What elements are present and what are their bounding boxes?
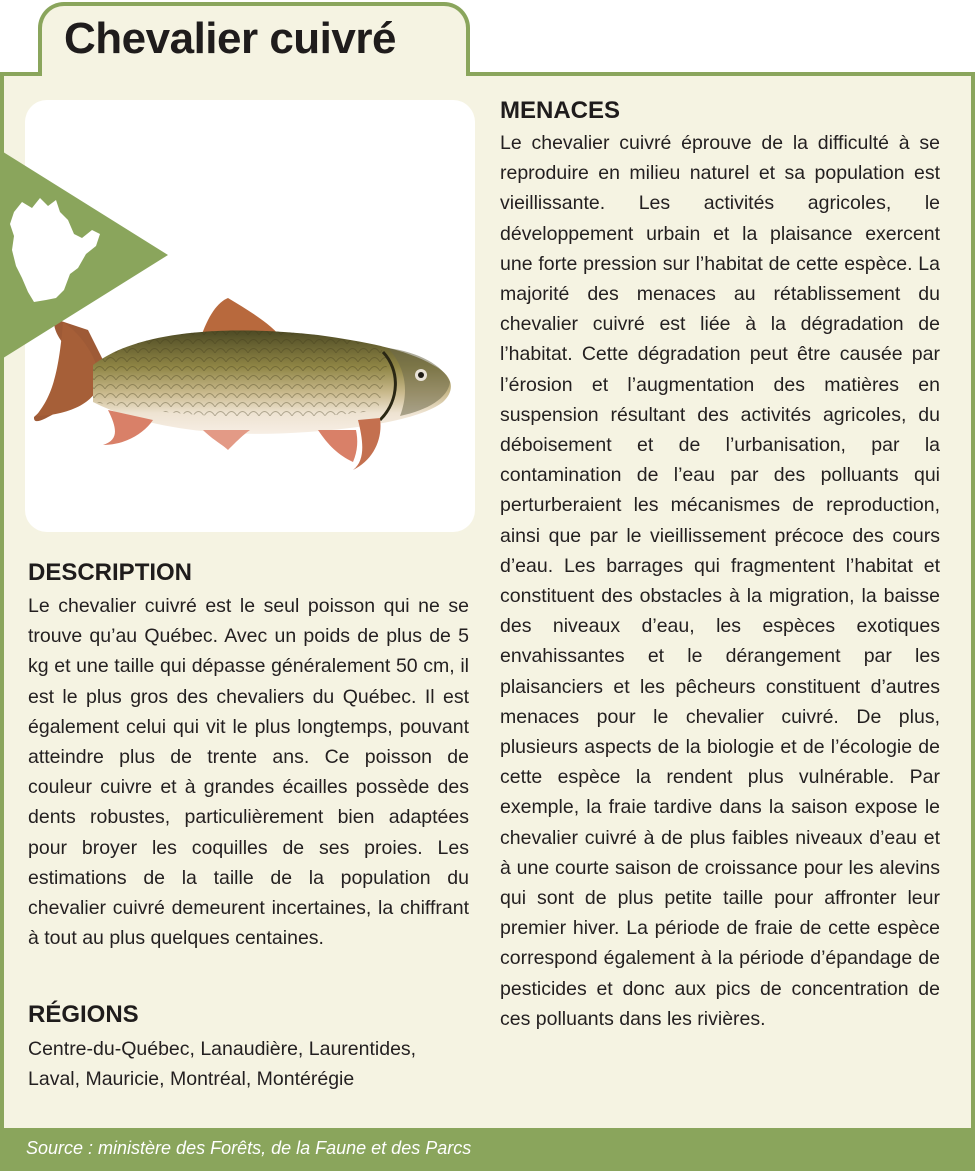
page-title: Chevalier cuivré: [64, 14, 396, 63]
threats-heading: MENACES: [500, 97, 621, 124]
regions-heading: RÉGIONS: [28, 1001, 139, 1028]
source-credit: Source : ministère des Forêts, de la Faune et des Parcs: [26, 1138, 472, 1158]
description-text: Le chevalier cuivré est le seul poisson qui ne se trouve qu’au Québec. Avec un poids de plus de 5 kg et une taille qui dépasse généralement 50 cm, il est le plus gros des chevaliers du Québec. Il est également celui qui vit le plus longtemps, pouvant atteindre plus de trente ans. Ce poisson de couleur cuivre et à grandes écailles possède des dents robustes, particulièrement bien adaptées pour broyer les coquilles de ses proies. Les estimations de la taille de la population du chevalier cuivré demeurent incertaines, la chiffrant à tout au plus quelques centaines.: [28, 595, 469, 950]
quebec-map-icon: [0, 150, 170, 360]
threats-text: Le chevalier cuivré éprouve de la difficulté à se reproduire en milieu naturel et sa population est vieillissante. Les activités agricoles, le développement urbain et la plaisance exercent une forte pression sur l’habitat de cette espèce. La majorité des menaces au rétablissement du chevalier cuivré est liée à la dégradation de l’habitat. Cette dégradation peut être causée par l’érosion et l’augmentation des matières en suspension résultant des activités agricoles, du déboisement et de l’urbanisation, par la contamination de l’eau par des polluants qui perturberaient les mécanismes de reproduction, ainsi que par le vieillissement précoce des cours d’eau. Les barrages qui fragmentent l’habitat et constituent des obstacles à la migration, la baisse des niveaux d’eau, les espèces exotiques envahissantes et le dérangement par les plaisanciers et les pêcheurs constituent d’autres menaces pour le chevalier cuivré. De plus, plusieurs aspects de la biologie et de l’écologie de cette espèce la rendent plus vulnérable. Par exemple, la fraie tardive dans la saison expose le chevalier cuivré à de plus faibles niveaux d’eau et à une courte saison de croissance pour les alevins qui sont de plus petite taille pour affronter leur premier hiver. La période de fraie de cette espèce correspond également à la période d’épandage de pesticides et donc aux pics de concentration de ces polluants dans les rivières.: [500, 132, 940, 1030]
regions-text: Centre-du-Québec, Lanaudière, Laurentides, Laval, Mauricie, Montréal, Montérégie: [28, 1038, 417, 1091]
tab-joint: [42, 70, 466, 80]
description-heading: DESCRIPTION: [28, 559, 193, 586]
